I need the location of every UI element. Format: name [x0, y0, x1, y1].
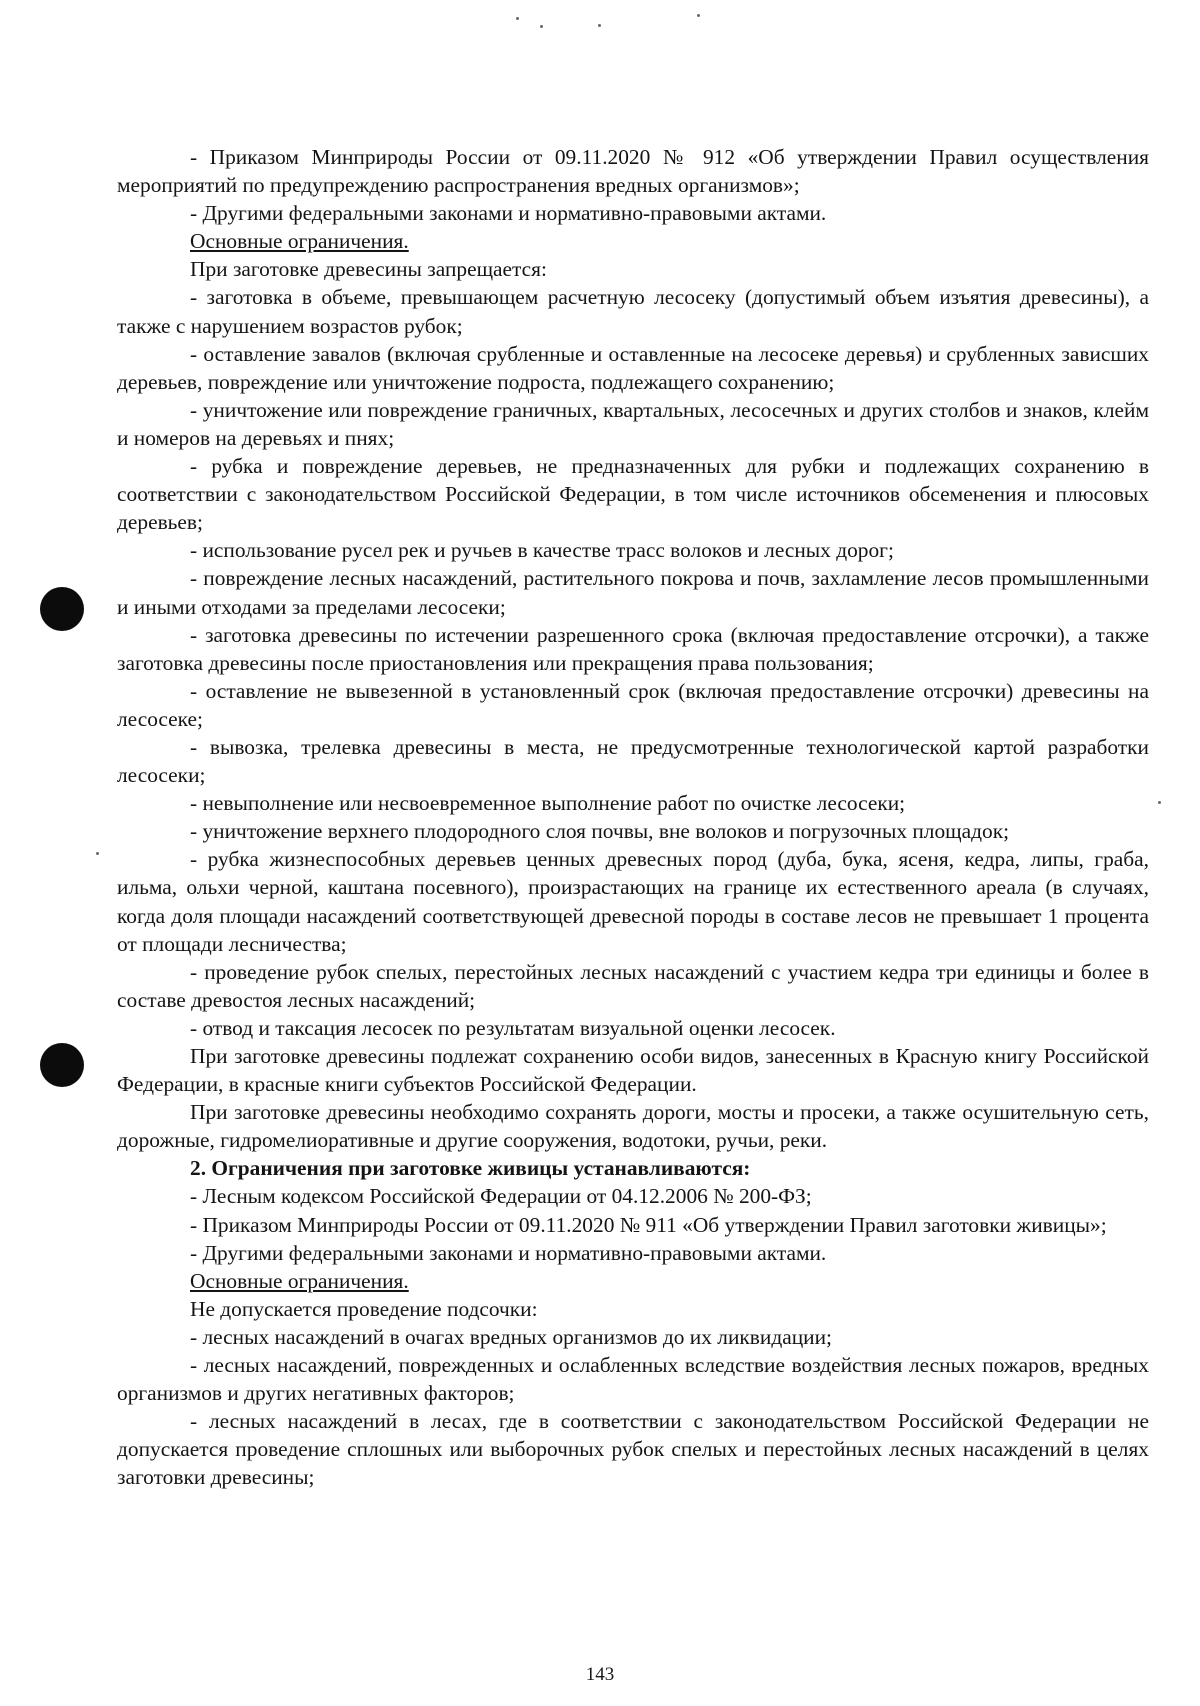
body-paragraph: - лесных насаждений в очагах вредных организмов до их ликвидации;	[190, 1324, 832, 1349]
section-subheading-text: Основные ограничения.	[190, 229, 409, 254]
document-body	[117, 143, 1149, 1492]
body-paragraph: - лесных насаждений в лесах, где в соответствии с законодательством Российской Федерации не допускается проведение сплошных или выборочных рубок спелых и перестойных лесных насаждений в целях заготовки древесины;	[117, 1409, 1149, 1490]
section-subheading	[117, 1267, 1149, 1295]
body-paragraph: - Другими федеральными законами и нормативно-правовыми актами.	[190, 1240, 827, 1265]
body-paragraph: - оставление не вывезенной в установленный срок (включая предоставление отсрочки) древесины на лесосеке;	[117, 678, 1149, 731]
scan-speck	[697, 14, 700, 17]
body-paragraph: При заготовке древесины необходимо сохранять дороги, мосты и просеки, а также осушительную сеть, дорожные, гидромелиоративные и другие сооружения, водотоки, ручьи, реки.	[117, 1100, 1149, 1153]
body-paragraph: - оставление завалов (включая срубленные и оставленные на лесосеке деревья) и срубленных зависших деревьев, повреждение или уничтожение подроста, подлежащего сохранению;	[117, 341, 1149, 394]
body-paragraph: - заготовка древесины по истечении разрешенного срока (включая предоставление отсрочки), а также заготовка древесины после приостановления или прекращения права пользования;	[117, 622, 1149, 675]
section-subheading-text: Основные ограничения.	[190, 1268, 409, 1293]
scan-speck	[516, 17, 519, 20]
scan-speck	[96, 852, 99, 855]
body-paragraph: - проведение рубок спелых, перестойных лесных насаждений с участием кедра три единицы и более в составе древостоя лесных насаждений;	[117, 959, 1149, 1012]
body-paragraph: При заготовке древесины запрещается:	[190, 257, 547, 282]
section-subheading	[117, 227, 1149, 255]
body-paragraph: - вывозка, трелевка древесины в места, не предусмотренные технологической картой разработки лесосеки;	[117, 734, 1149, 788]
scan-speck	[598, 24, 601, 27]
body-paragraph: При заготовке древесины подлежат сохранению особи видов, занесенных в Красную книгу Российской Федерации, в красные книги субъектов Российской Федерации.	[117, 1044, 1149, 1097]
body-paragraph: - отвод и таксация лесосек по результатам визуальной оценки лесосек.	[190, 1015, 836, 1040]
body-paragraph: - невыполнение или несвоевременное выполнение работ по очистке лесосеки;	[190, 791, 906, 816]
punch-hole-mark	[40, 587, 84, 631]
body-paragraph: - рубка жизнеспособных деревьев ценных древесных пород (дуба, бука, ясеня, кедра, липы, граба, ильма, ольхи черной, каштана посевного), произрастающих на границе их естественного ареала (в случаях, когда доля площади насаждений соответствующей древесной породы в составе лесов не превышает 1 процента от площади лесничества;	[117, 847, 1149, 956]
section-heading: 2. Ограничения при заготовке живицы устанавливаются:	[190, 1156, 751, 1181]
body-paragraph: - повреждение лесных насаждений, растительного покрова и почв, захламление лесов промышленными и иными отходами за пределами лесосеки;	[117, 566, 1149, 619]
body-paragraph: - заготовка в объеме, превышающем расчетную лесосеку (допустимый объем изъятия древесины), а также с нарушением возрастов рубок;	[117, 285, 1149, 338]
body-paragraph: - Приказом Минприроды России от 09.11.2020 № 911 «Об утверждении Правил заготовки живицы»;	[190, 1212, 1107, 1237]
body-paragraph: - уничтожение верхнего плодородного слоя почвы, вне волоков и погрузочных площадок;	[190, 819, 1010, 844]
scan-speck	[1158, 801, 1161, 804]
punch-hole-mark	[40, 1043, 84, 1087]
scan-speck	[540, 25, 543, 28]
body-paragraph: - лесных насаждений, поврежденных и ослабленных вследствие воздействия лесных пожаров, вредных организмов и других негативных факторов;	[117, 1353, 1149, 1406]
body-paragraph: - рубка и повреждение деревьев, не предназначенных для рубки и подлежащих сохранению в соответствии с законодательством Российской Федерации, в том числе источников обсеменения и плюсовых деревьев;	[117, 454, 1149, 535]
body-paragraph: - Лесным кодексом Российской Федерации от 04.12.2006 № 200-ФЗ;	[190, 1184, 812, 1209]
body-paragraph: - Другими федеральными законами и нормативно-правовыми актами.	[190, 201, 827, 226]
body-paragraph: - Приказом Минприроды России от 09.11.2020 № 912 «Об утверждении Правил осуществления мероприятий по предупреждению распространения вредных организмов»;	[117, 145, 1149, 198]
body-paragraph: Не допускается проведение подсочки:	[190, 1296, 538, 1321]
body-paragraph: - использование русел рек и ручьев в качестве трасс волоков и лесных дорог;	[190, 538, 894, 563]
body-paragraph: - уничтожение или повреждение граничных, квартальных, лесосечных и других столбов и знаков, клейм и номеров на деревьях и пнях;	[117, 397, 1149, 450]
page-number: 143	[585, 1664, 615, 1685]
